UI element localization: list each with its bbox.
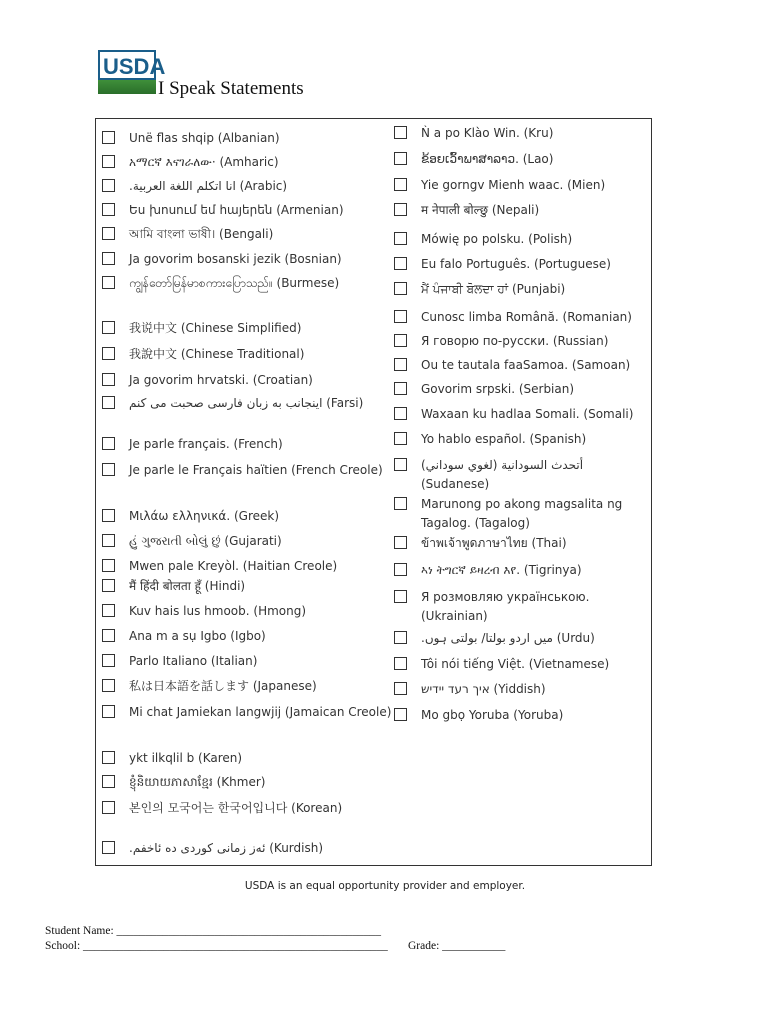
- language-item: [102, 435, 392, 454]
- checkbox[interactable]: [394, 382, 407, 395]
- language-label: አማርኛ እናገራለው· (Amharic): [129, 155, 279, 169]
- language-label: .ئەز زمانی کوردی دە ئاخفم (Kurdish): [129, 841, 324, 855]
- language-item: [102, 319, 392, 338]
- language-label: ykt ilkqlil b (Karen): [129, 751, 243, 765]
- language-label: ਮੈਂ ਪੰਜਾਬੀ ਬੋਲਦਾ ਹਾਂ (Punjabi): [421, 282, 566, 296]
- checkbox[interactable]: [394, 232, 407, 245]
- language-list-box: [95, 118, 652, 866]
- language-item: [102, 129, 392, 148]
- checkbox[interactable]: [394, 358, 407, 371]
- language-label: Cunosc limba Română. (Romanian): [421, 310, 632, 324]
- language-label: Je parle français. (French): [129, 437, 283, 451]
- language-label: Parlo Italiano (Italian): [129, 654, 258, 668]
- language-label: ຂ້ອຍເວົ້າພາສາລາວ. (Lao): [421, 152, 554, 166]
- language-item: [394, 456, 650, 494]
- header: [98, 50, 338, 100]
- checkbox[interactable]: [102, 559, 115, 572]
- checkbox[interactable]: [394, 631, 407, 644]
- checkbox[interactable]: [394, 310, 407, 323]
- language-label: Yo hablo español. (Spanish): [421, 432, 587, 446]
- language-label: Mwen pale Kreyòl. (Haitian Creole): [129, 559, 338, 573]
- checkbox[interactable]: [394, 126, 407, 139]
- language-item: [394, 534, 650, 553]
- checkbox[interactable]: [394, 563, 407, 576]
- language-label: Ǹ a po Klào Win. (Kru): [421, 126, 554, 140]
- language-item: [394, 356, 650, 375]
- language-item: [102, 577, 392, 596]
- language-item: [102, 201, 392, 220]
- checkbox[interactable]: [102, 321, 115, 334]
- language-label: اینجانب به زبان فارسی صحبت می کنم (Farsi): [129, 396, 364, 410]
- checkbox[interactable]: [102, 801, 115, 814]
- checkbox[interactable]: [102, 131, 115, 144]
- language-item: [102, 773, 392, 792]
- checkbox[interactable]: [394, 590, 407, 603]
- language-item: [394, 201, 650, 220]
- language-item: [102, 461, 392, 480]
- language-label: 我说中文 (Chinese Simplified): [129, 321, 302, 335]
- language-item: [394, 588, 650, 626]
- language-item: [102, 507, 392, 526]
- checkbox[interactable]: [394, 708, 407, 721]
- language-item: [102, 532, 392, 551]
- language-item: [394, 255, 650, 274]
- language-item: [394, 495, 650, 533]
- language-label: 我說中文 (Chinese Traditional): [129, 347, 305, 361]
- language-item: [394, 380, 650, 399]
- language-label: Kuv hais lus hmoob. (Hmong): [129, 604, 307, 618]
- checkbox[interactable]: [102, 751, 115, 764]
- checkbox[interactable]: [394, 458, 407, 471]
- language-label: Unë flas shqip (Albanian): [129, 131, 280, 145]
- checkbox[interactable]: [102, 179, 115, 192]
- language-label: Я розмовляю українською. (Ukrainian): [421, 590, 590, 623]
- language-label: 본인의 모국어는 한국어입니다 (Korean): [129, 801, 343, 815]
- language-item: [102, 274, 392, 293]
- checkbox[interactable]: [102, 252, 115, 265]
- checkbox[interactable]: [102, 579, 115, 592]
- language-item: [394, 308, 650, 327]
- language-label: .میں اردو بولتا/ بولتی ہوں (Urdu): [421, 631, 595, 645]
- language-label: Eu falo Português. (Portuguese): [421, 257, 611, 271]
- checkbox[interactable]: [394, 203, 407, 216]
- language-item: [102, 153, 392, 172]
- checkbox[interactable]: [102, 534, 115, 547]
- language-label: Μιλάω ελληνικά. (Greek): [129, 509, 280, 523]
- language-item: [102, 839, 392, 858]
- language-label: .انا اتكلم اللغة العربية (Arabic): [129, 179, 288, 193]
- language-label: Tôi nói tiếng Việt. (Vietnamese): [421, 657, 610, 671]
- language-label: હું ગુજરાતી બોલું છું (Gujarati): [129, 534, 282, 548]
- checkbox[interactable]: [394, 257, 407, 270]
- logo-green-bar: [98, 80, 156, 94]
- usda-logo: [98, 50, 166, 94]
- language-label: Mi chat Jamiekan langwjij (Jamaican Creole): [129, 705, 392, 719]
- checkbox[interactable]: [394, 682, 407, 695]
- language-item: [102, 703, 392, 722]
- checkbox[interactable]: [394, 178, 407, 191]
- language-label: म नेपाली बोल्छु (Nepali): [421, 203, 540, 217]
- language-label: Mówię po polsku. (Polish): [421, 232, 573, 246]
- logo-text: USDA: [103, 54, 166, 79]
- language-label: Я говорю по-русски. (Russian): [421, 334, 609, 348]
- language-label: Ou te tautala faaSamoa. (Samoan): [421, 358, 631, 372]
- language-item: [394, 561, 650, 580]
- language-item: [102, 394, 392, 413]
- language-label: ខ្ញុំនិយាយភាសាខ្មែរ (Khmer): [129, 775, 266, 789]
- language-label: أتحدث السودانية (لغوي سوداني) (Sudanese): [421, 458, 584, 491]
- checkbox[interactable]: [102, 373, 115, 386]
- checkbox[interactable]: [102, 276, 115, 289]
- checkbox[interactable]: [394, 407, 407, 420]
- checkbox[interactable]: [102, 679, 115, 692]
- language-item: [394, 430, 650, 449]
- language-item: [394, 176, 650, 195]
- language-item: [394, 405, 650, 424]
- checkbox[interactable]: [102, 347, 115, 360]
- language-label: איך רעד יידיש (Yiddish): [421, 682, 546, 696]
- language-item: [102, 557, 392, 576]
- language-item: [102, 177, 392, 196]
- checkbox[interactable]: [102, 604, 115, 617]
- language-item: [394, 124, 650, 143]
- checkbox[interactable]: [102, 227, 115, 240]
- school-line[interactable]: School: _____________________________________________________: [45, 940, 388, 952]
- checkbox[interactable]: [102, 654, 115, 667]
- checkbox[interactable]: [102, 396, 115, 409]
- language-label: আমি বাংলা ভাষী। (Bengali): [129, 227, 274, 241]
- checkbox[interactable]: [102, 705, 115, 718]
- language-item: [102, 627, 392, 646]
- language-label: Govorim srpski. (Serbian): [421, 382, 575, 396]
- language-label: मैं हिंदी बोलता हूँ (Hindi): [129, 579, 246, 593]
- language-label: Mo gbọ Yoruba (Yoruba): [421, 708, 564, 722]
- student-name-line[interactable]: Student Name: ______________________________________________: [45, 925, 382, 937]
- language-label: Yie gorngv Mienh waac. (Mien): [421, 178, 606, 192]
- language-label: Ana m a sụ Igbo (Igbo): [129, 629, 266, 643]
- checkbox[interactable]: [102, 437, 115, 450]
- grade-line[interactable]: Grade: ___________: [408, 940, 506, 952]
- language-item: [102, 799, 392, 818]
- language-item: [102, 652, 392, 671]
- language-item: [394, 706, 650, 725]
- language-item: [394, 280, 650, 299]
- language-item: [102, 749, 392, 768]
- checkbox[interactable]: [102, 463, 115, 476]
- checkbox[interactable]: [394, 152, 407, 165]
- language-item: [102, 345, 392, 364]
- language-item: [394, 332, 650, 351]
- language-item: [394, 680, 650, 699]
- language-item: [394, 150, 650, 169]
- language-label: Waxaan ku hadlaa Somali. (Somali): [421, 407, 634, 421]
- checkbox[interactable]: [102, 841, 115, 854]
- language-item: [394, 629, 650, 648]
- language-label: ကျွန်တော်မြန်မာစကားပြောသည်။ (Burmese): [129, 276, 340, 290]
- checkbox[interactable]: [102, 629, 115, 642]
- language-item: [102, 250, 392, 269]
- checkbox[interactable]: [394, 536, 407, 549]
- language-item: [102, 225, 392, 244]
- checkbox[interactable]: [394, 657, 407, 670]
- checkbox[interactable]: [394, 282, 407, 295]
- language-label: Je parle le Français haïtien (French Creole): [129, 463, 383, 477]
- checkbox[interactable]: [394, 432, 407, 445]
- language-item: [394, 655, 650, 674]
- checkbox[interactable]: [102, 775, 115, 788]
- language-item: [102, 602, 392, 621]
- language-label: 私は日本語を話します (Japanese): [129, 679, 317, 693]
- language-label: Ես խոսում եմ հայերեն (Armenian): [129, 203, 344, 217]
- language-item: [102, 371, 392, 390]
- equal-opportunity-note: USDA is an equal opportunity provider and employer.: [244, 880, 526, 892]
- language-item: [394, 230, 650, 249]
- language-label: ข้าพเจ้าพูดภาษาไทย (Thai): [421, 536, 567, 550]
- language-label: Ja govorim hrvatski. (Croatian): [129, 373, 313, 387]
- checkbox[interactable]: [394, 334, 407, 347]
- language-item: [102, 677, 392, 696]
- language-label: ኣነ ትግርኛ ይዛረብ እየ. (Tigrinya): [421, 563, 582, 577]
- language-label: Marunong po akong magsalita ng Tagalog. (Tagalog): [421, 497, 623, 530]
- checkbox[interactable]: [102, 509, 115, 522]
- checkbox[interactable]: [394, 497, 407, 510]
- checkbox[interactable]: [102, 203, 115, 216]
- page-title: I Speak Statements: [158, 78, 304, 99]
- checkbox[interactable]: [102, 155, 115, 168]
- language-label: Ja govorim bosanski jezik (Bosnian): [129, 252, 342, 266]
